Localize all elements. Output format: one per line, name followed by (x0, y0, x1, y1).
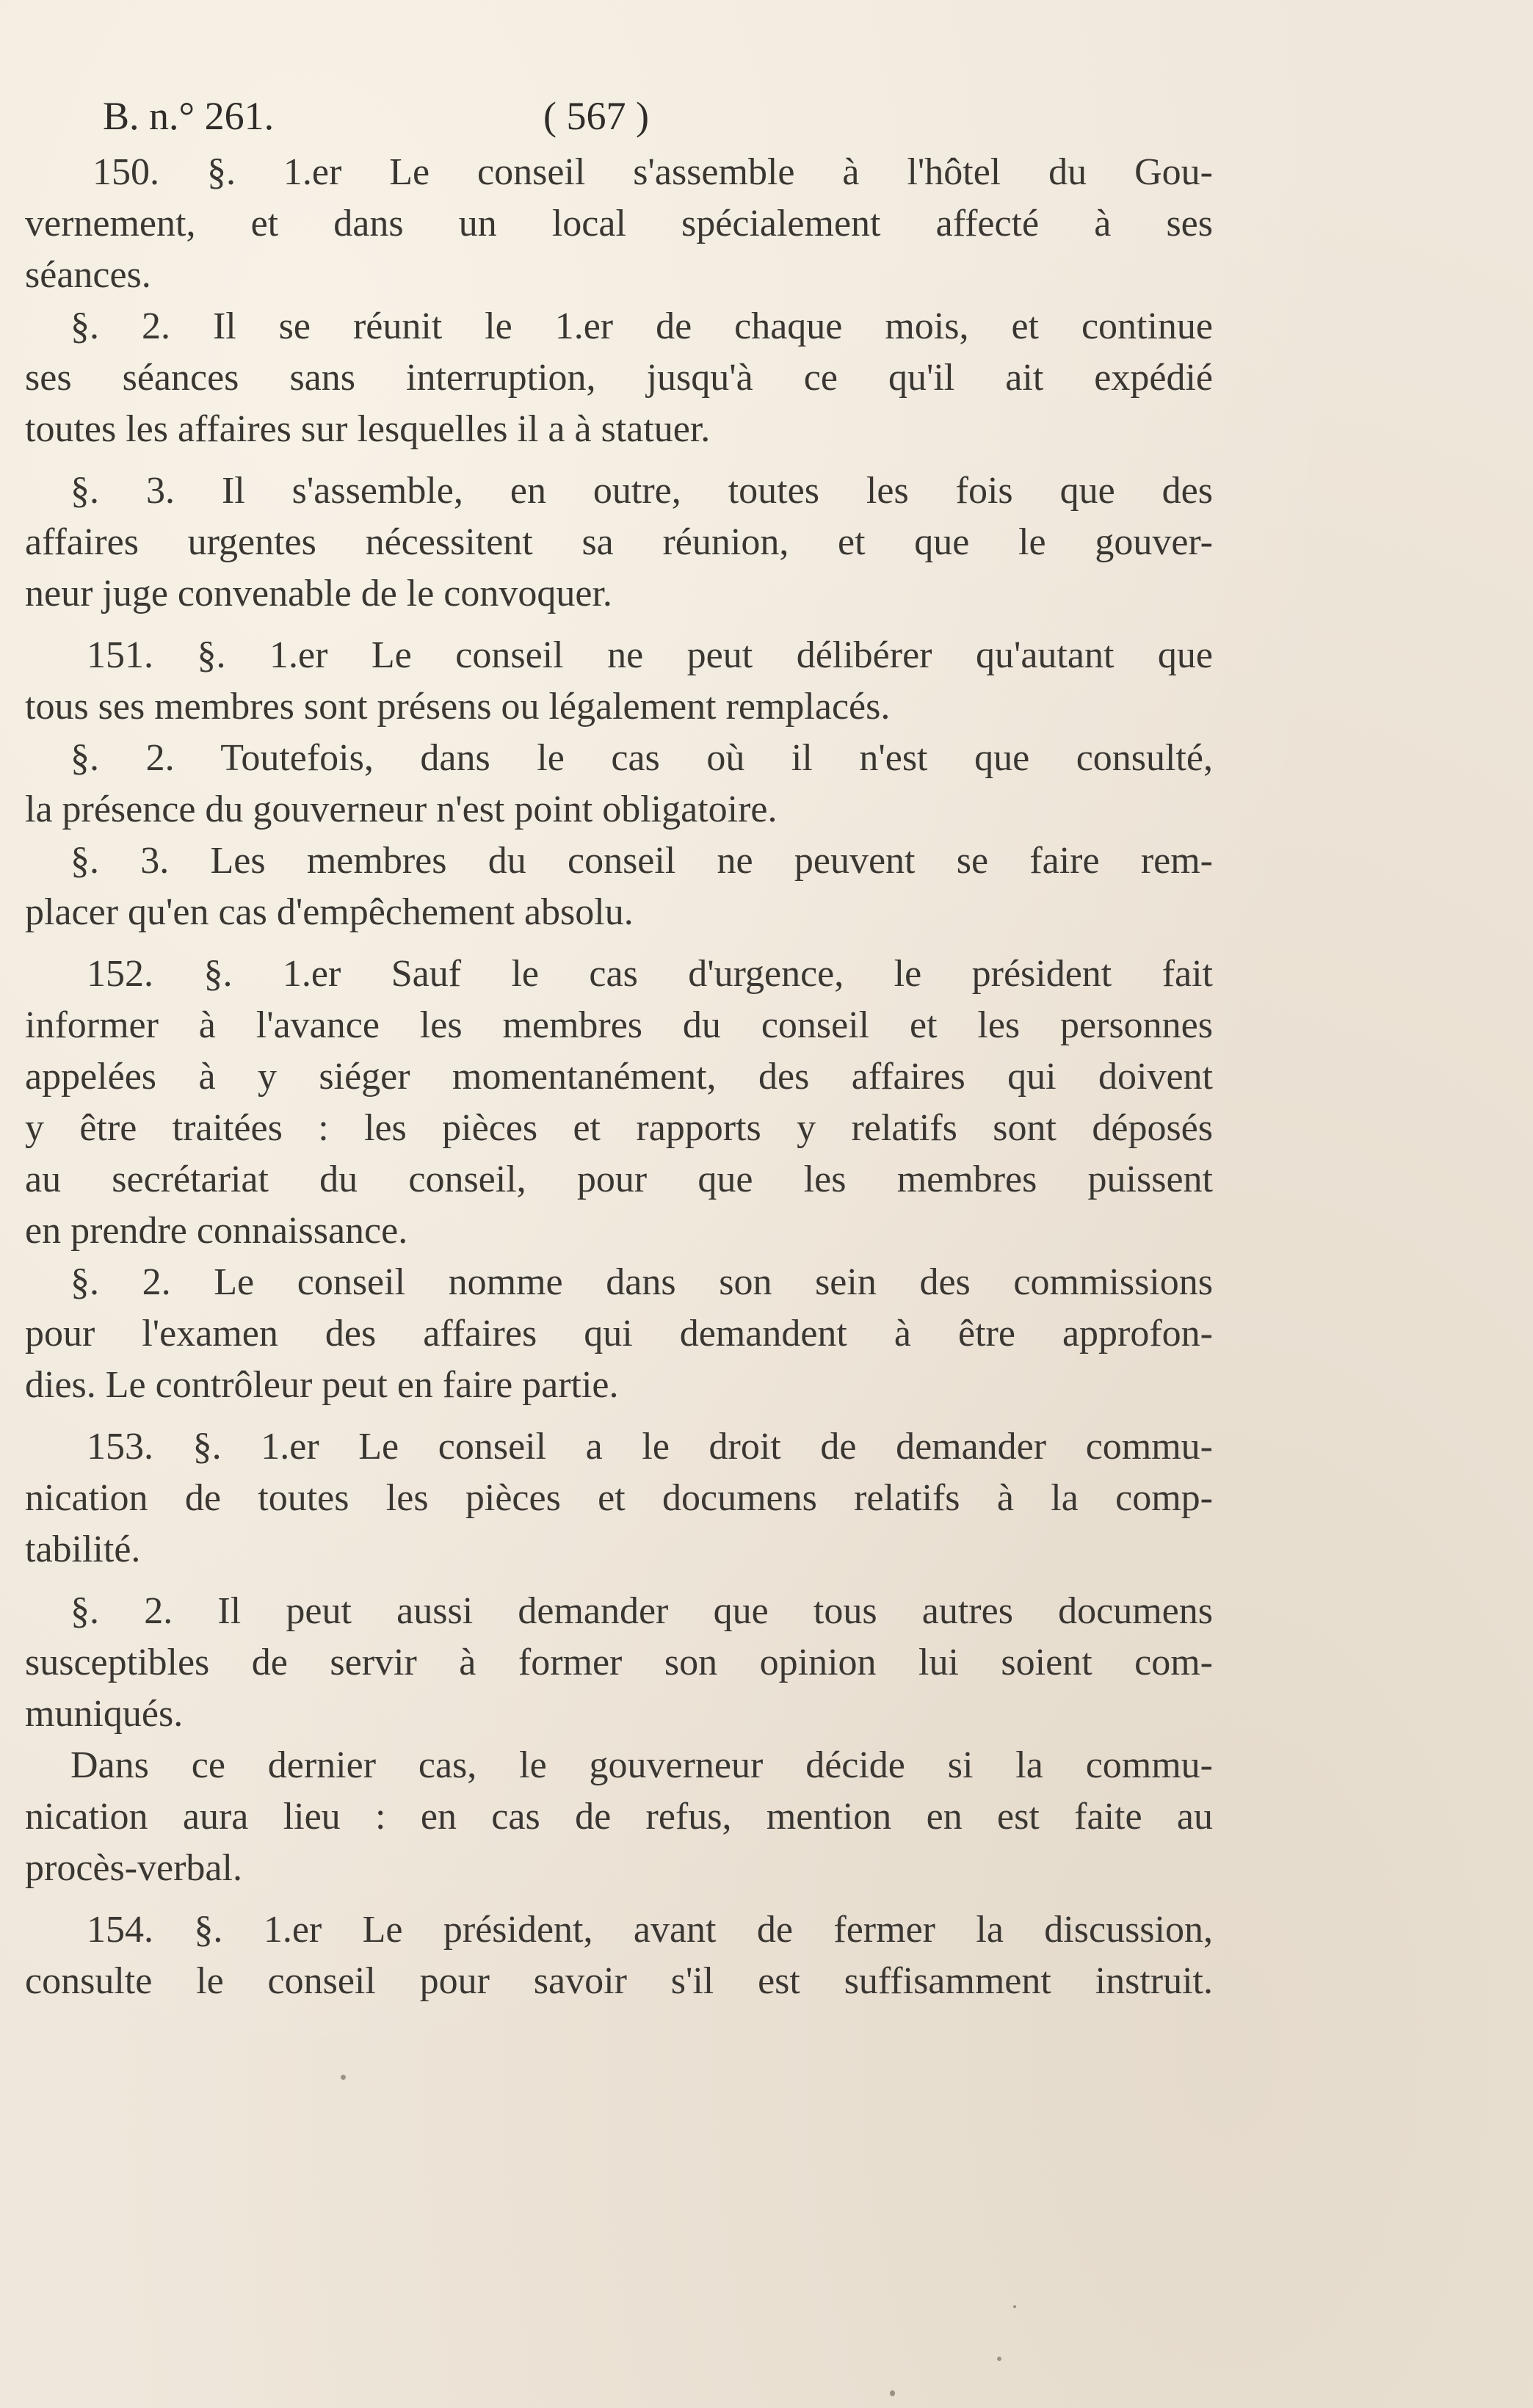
text-line: séances. (25, 254, 151, 296)
text-line: susceptibles de servir à former son opinion lui soient com- (25, 1642, 1213, 1683)
paragraph-154-s1 (25, 1904, 1213, 2007)
text-line: tous ses membres sont présens ou légalement remplacés. (25, 686, 891, 728)
text-line: 152. §. 1.er Sauf le cas d'urgence, le président fait (87, 953, 1213, 995)
text-line: la présence du gouverneur n'est point obligatoire. (25, 788, 778, 830)
text-line: appelées à y siéger momentanément, des affaires qui doivent (25, 1056, 1213, 1098)
page-header (103, 87, 1204, 145)
text-line: toutes les affaires sur lesquelles il a à statuer. (25, 408, 711, 450)
paragraph-150-s2 (25, 301, 1213, 455)
text-line: nication de toutes les pièces et documens relatifs à la comp- (25, 1477, 1213, 1519)
page-number: ( 567 ) (543, 94, 649, 138)
text-line: §. 3. Les membres du conseil ne peuvent se faire rem- (70, 840, 1213, 882)
paragraph-153-note (25, 1740, 1213, 1894)
text-line: procès-verbal. (25, 1847, 242, 1889)
paragraph-150-s1 (25, 147, 1213, 301)
bulletin-reference: B. n.° 261. (103, 94, 275, 138)
text-line: muniqués. (25, 1693, 184, 1735)
text-line: §. 3. Il s'assemble, en outre, toutes les fois que des (70, 470, 1213, 512)
text-line: 153. §. 1.er Le conseil a le droit de demander commu- (87, 1426, 1213, 1468)
paragraph-152-s2 (25, 1257, 1213, 1411)
text-line: §. 2. Il se réunit le 1.er de chaque mois, et continue (70, 305, 1213, 347)
text-line: nication aura lieu : en cas de refus, mention en est faite au (25, 1796, 1213, 1838)
text-line: dies. Le contrôleur peut en faire partie. (25, 1364, 619, 1406)
text-line: au secrétariat du conseil, pour que les membres puissent (25, 1158, 1213, 1200)
text-line: §. 2. Il peut aussi demander que tous autres documens (70, 1590, 1213, 1632)
text-line: 154. §. 1.er Le président, avant de fermer la discussion, (87, 1909, 1213, 1951)
text-line: vernement, et dans un local spécialement affecté à ses (25, 203, 1213, 244)
paragraph-153-s2 (25, 1586, 1213, 1740)
text-line: §. 2. Le conseil nomme dans son sein des commissions (70, 1261, 1213, 1303)
paper-speck (997, 2357, 1001, 2361)
text-line: tabilité. (25, 1528, 141, 1570)
text-line: affaires urgentes nécessitent sa réunion, et que le gouver- (25, 521, 1213, 563)
text-line: y être traitées : les pièces et rapports y relatifs sont déposés (25, 1107, 1213, 1149)
paragraph-151-s3 (25, 835, 1213, 938)
paragraph-150-s3 (25, 465, 1213, 620)
paper-speck (1013, 2305, 1016, 2308)
text-line: pour l'examen des affaires qui demandent à être approfon- (25, 1313, 1213, 1354)
paragraph-153-s1 (25, 1421, 1213, 1575)
text-line: 151. §. 1.er Le conseil ne peut délibérer qu'autant que (87, 634, 1213, 676)
text-line: §. 2. Toutefois, dans le cas où il n'est que consulté, (70, 737, 1213, 779)
paragraph-152-s1 (25, 949, 1213, 1257)
paper-speck (341, 2075, 346, 2080)
text-line: placer qu'en cas d'empêchement absolu. (25, 891, 634, 933)
text-line: en prendre connaissance. (25, 1210, 408, 1252)
text-line: ses séances sans interruption, jusqu'à ce qu'il ait expédié (25, 357, 1213, 399)
document-body (25, 147, 1213, 2007)
text-line: 150. §. 1.er Le conseil s'assemble à l'hôtel du Gou- (93, 151, 1213, 193)
text-line: informer à l'avance les membres du conseil et les personnes (25, 1004, 1213, 1046)
text-line: consulte le conseil pour savoir s'il est suffisamment instruit. (25, 1960, 1213, 2002)
text-line: Dans ce dernier cas, le gouverneur décide si la commu- (70, 1744, 1213, 1786)
paper-speck (890, 2390, 895, 2396)
paragraph-151-s1 (25, 630, 1213, 733)
text-line: neur juge convenable de le convoquer. (25, 573, 612, 614)
paragraph-151-s2 (25, 733, 1213, 835)
